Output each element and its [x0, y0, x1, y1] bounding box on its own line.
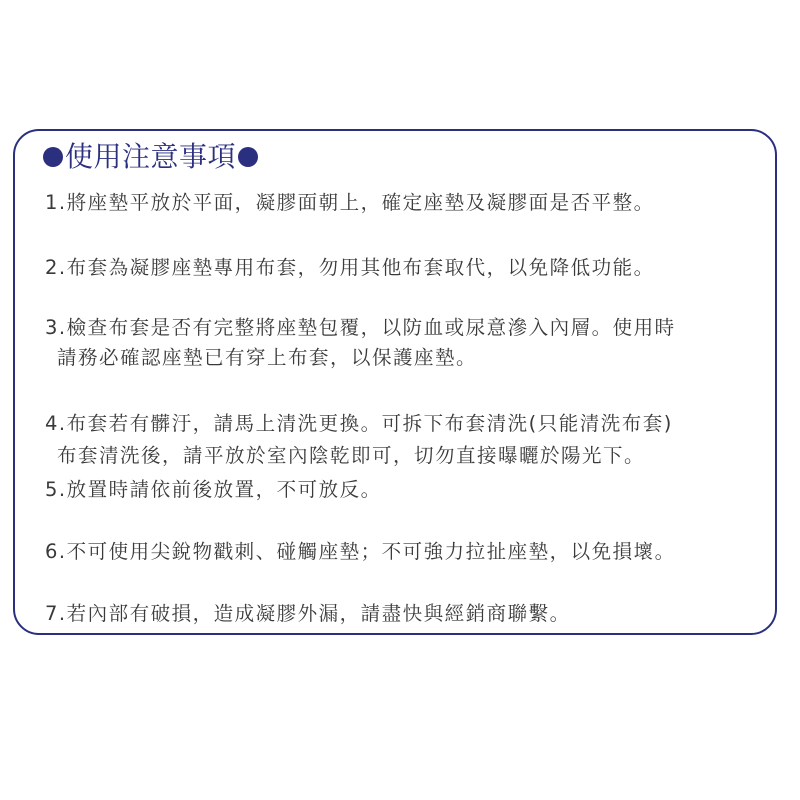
notice-title — [43, 137, 258, 177]
notice-item-5: 5.放置時請依前後放置，不可放反。 — [45, 478, 382, 501]
bullet-dot-icon — [43, 147, 63, 167]
notice-item-2: 2.布套為凝膠座墊專用布套，勿用其他布套取代，以免降低功能。 — [45, 256, 655, 279]
notice-item-4-continued: 布套清洗後，請平放於室內陰乾即可，切勿直接曝曬於陽光下。 — [57, 444, 646, 467]
notice-item-7: 7.若內部有破損，造成凝膠外漏，請盡快與經銷商聯繫。 — [45, 602, 571, 625]
notice-item-3-continued: 請務必確認座墊已有穿上布套，以保護座墊。 — [57, 346, 478, 369]
notice-title-text: 使用注意事項 — [65, 140, 237, 173]
bullet-dot-icon — [238, 147, 258, 167]
notice-item-4: 4.布套若有髒汙，請馬上清洗更換。可拆下布套清洗(只能清洗布套) — [45, 412, 673, 435]
notice-item-6: 6.不可使用尖銳物戳刺、碰觸座墊；不可強力拉扯座墊，以免損壞。 — [45, 540, 676, 563]
notice-item-3: 3.檢查布套是否有完整將座墊包覆，以防血或尿意滲入內層。使用時 — [45, 316, 676, 339]
notice-item-1: 1.將座墊平放於平面，凝膠面朝上，確定座墊及凝膠面是否平整。 — [45, 191, 655, 214]
